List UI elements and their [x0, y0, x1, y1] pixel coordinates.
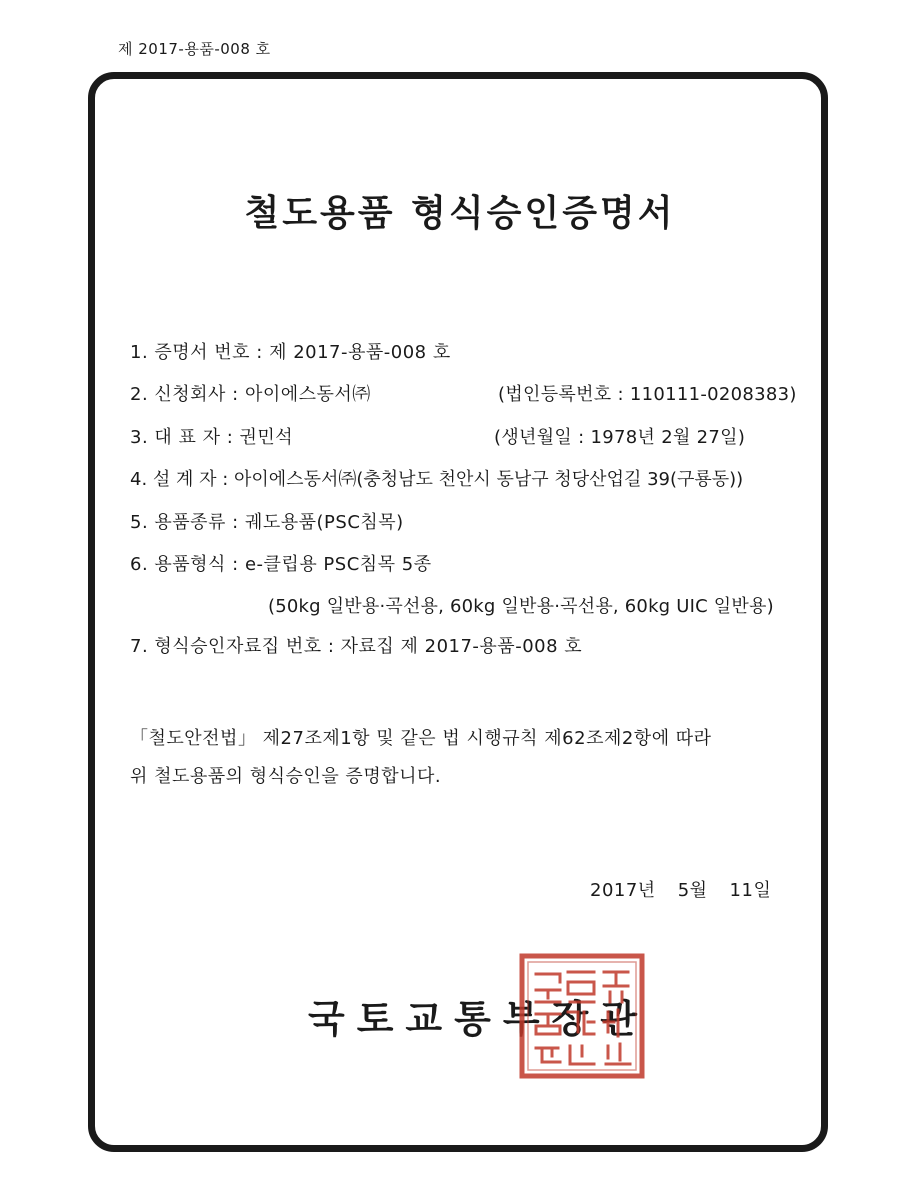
field-value: 제 2017-용품-008 호: [269, 342, 451, 363]
field-designer: [130, 465, 743, 491]
field-value: 아이에스동서㈜: [244, 384, 371, 405]
document-number: 제 2017-용품-008 호: [118, 40, 271, 58]
field-label: 7. 형식승인자료집 번호 :: [130, 636, 341, 657]
issue-date: [590, 876, 771, 902]
field-label: 6. 용품형식 :: [130, 554, 245, 575]
field-value: 자료집 제 2017-용품-008 호: [340, 636, 583, 657]
issue-day: 11일: [729, 880, 772, 901]
field-certificate-number: [130, 338, 451, 364]
field-label: 1. 증명서 번호 :: [130, 342, 270, 363]
seal-glyphs: [536, 972, 630, 1064]
field-label: 5. 용품종류 :: [130, 512, 245, 533]
field-label: 4. 설 계 자 :: [130, 469, 235, 490]
field-value: e-클립용 PSC침목 5종: [244, 554, 432, 575]
field-label: 2. 신청회사 :: [130, 384, 245, 405]
field-label: 3. 대 표 자 :: [130, 427, 240, 448]
product-model-details: (50kg 일반용·곡선용, 60kg 일반용·곡선용, 60kg UIC 일반용): [268, 596, 774, 617]
statement-line-1: 「철도안전법」 제27조제1항 및 같은 법 시행규칙 제62조제2항에 따라: [130, 728, 712, 749]
corporate-registration-number: (법인등록번호 : 110111-0208383): [498, 384, 797, 405]
field-value: 권민석: [239, 427, 294, 448]
certificate-title: 철도용품 형식승인증명서: [244, 193, 676, 234]
statement-line-2: 위 철도용품의 형식승인을 증명합니다.: [130, 766, 442, 787]
field-product-type: [130, 508, 404, 534]
field-value: 궤도용품(PSC침목): [244, 512, 404, 533]
issue-year: 2017년: [590, 880, 656, 901]
field-representative: [130, 423, 293, 449]
certification-statement: [130, 720, 810, 796]
issuing-authority: 국토교통부장관: [308, 997, 649, 1041]
field-value: 아이에스동서㈜(충청남도 천안시 동남구 청당산업길 39(구룡동)): [234, 469, 744, 490]
official-seal-stamp: [518, 952, 646, 1080]
field-documentation-number: [130, 632, 582, 658]
issue-month: 5월: [677, 880, 708, 901]
field-applicant-company: [130, 380, 371, 406]
field-product-model: [130, 550, 432, 576]
date-of-birth: (생년월일 : 1978년 2월 27일): [494, 427, 746, 448]
